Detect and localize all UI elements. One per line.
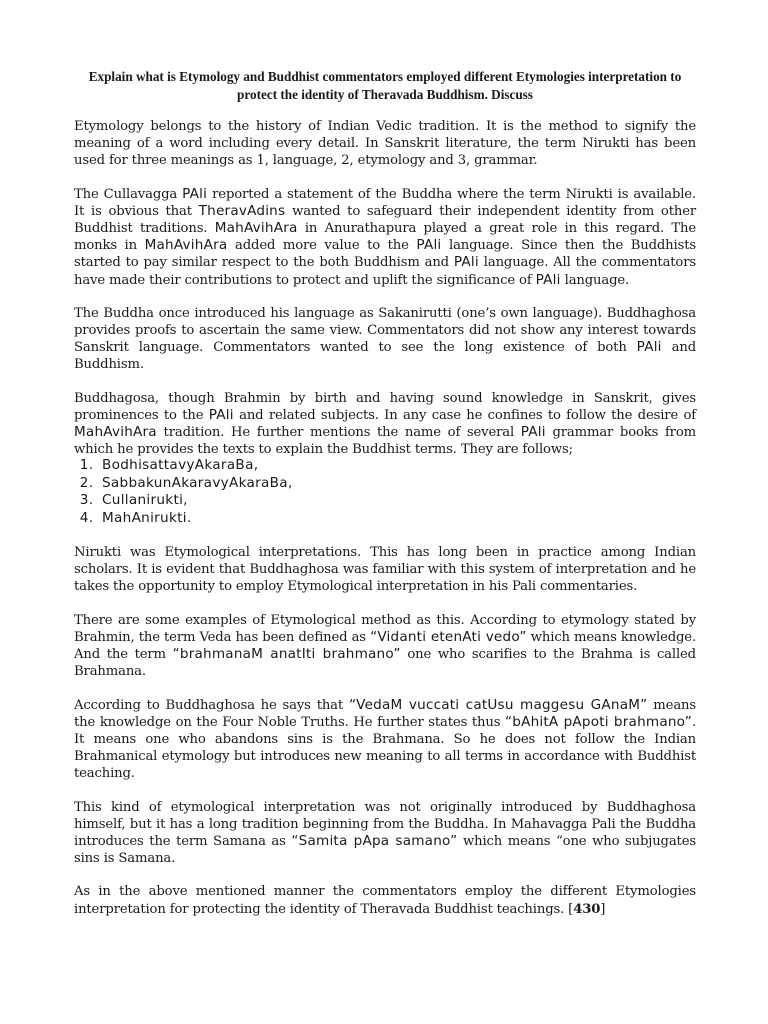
text: tradition. He further mentions the name of several: [156, 425, 521, 441]
text: According to Buddhaghosa he says that: [74, 697, 349, 713]
term-pali: PAli: [416, 237, 442, 254]
term-pali: PAli: [182, 185, 208, 202]
document-page: [74, 68, 696, 934]
term-mahavihara: MahAvihAra: [74, 424, 157, 441]
paragraph-buddhaghosa-veda: [74, 697, 696, 783]
text: added more value to the: [227, 238, 417, 254]
paragraph-etymology: Etymology belongs to the history of Indian Vedic tradition. It is the method to signify the meaning of a word including every detail. In Sanskrit literature, the term Nirukti has been used for three meanings as 1, language, 2, etymology and 3, grammar.: [74, 119, 696, 169]
text: language. All the commentators have made their contributions to protect and uplift the significance of: [74, 255, 696, 288]
quote-term: “bAhitA pApoti brahmano”: [505, 713, 692, 730]
quote-term: “Vidanti etenAti vedo”: [370, 628, 527, 645]
term-pali: PAli: [520, 424, 546, 441]
list-item: 4. MahAnirukti.: [98, 510, 696, 527]
text: in Anurathapura played a great role in this regard. The monks in: [74, 221, 696, 254]
text: and related subjects. In any case he confines to follow the desire of: [233, 407, 697, 423]
text: The Cullavagga: [74, 186, 183, 202]
list-item: 2. SabbakunAkaravyAkaraBa,: [98, 475, 696, 492]
term-mahavihara: MahAvihAra: [214, 220, 298, 237]
text: This kind of etymological interpretation was not originally introduced by Buddhaghosa himself, but it has a long tradition beginning from the Buddha. In Mahavagga Pali the Buddha introduces the term Samana as: [74, 799, 696, 849]
text: ]: [600, 901, 606, 917]
paragraph-examples: [74, 612, 696, 681]
word-count: 430: [573, 901, 601, 917]
paragraph-nirukti: Nirukti was Etymological interpretations. This has long been in practice among Indian scholars. It is evident that Buddhaghosa was familiar with this system of interpretation and he takes the opportunity to employ Etymological interpretation in his Pali commentaries.: [74, 545, 696, 595]
term-pali: PAli: [636, 339, 662, 356]
term-mahavihara: MahAvihAra: [144, 237, 228, 254]
text: reported a statement of the Buddha where the term Nirukti is available. It is obvious that: [74, 186, 696, 219]
text: . It means one who abandons sins is the Brahmana. So he does not follow the Indian Brahmanical etymology but introduces new meaning to all terms in accordance with Buddhist teaching.: [74, 714, 696, 782]
list-item: 1. BodhisattavyAkaraBa,: [98, 457, 696, 474]
text: which means “one who subjugates sins is Samana.: [74, 833, 696, 867]
term-theravadins: TheravAdins: [198, 202, 286, 219]
text: language. Since then the Buddhists started to pay similar respect to the both Buddhism and: [74, 238, 696, 271]
text: As in the above mentioned manner the commentators employ the different Etymologies interpretation for protecting the identity of Theravada Buddhist teachings. [: [74, 884, 696, 917]
list-item: 3. Cullanirukti,: [98, 492, 696, 509]
text: which means knowledge. And the term: [74, 629, 697, 663]
grammar-books-list: [74, 457, 696, 527]
paragraph-conclusion: [74, 883, 696, 917]
paragraph-sakanirutti: [74, 305, 696, 374]
text: There are some examples of Etymological method as this. According to etymology stated by Brahmin, the term Veda has been defined as: [74, 612, 696, 645]
paragraph-samana: [74, 799, 696, 868]
quote-term: “VedaM vuccati catUsu maggesu GAnaM”: [348, 696, 648, 713]
text: means the knowledge on the Four Noble Truths. He further states thus: [74, 697, 696, 730]
text: Buddhagosa, though Brahmin by birth and having sound knowledge in Sanskrit, gives prominences to the: [74, 390, 696, 423]
quote-term: “Samita pApa samano”: [291, 832, 458, 849]
text: language.: [560, 272, 630, 288]
text: and Buddhism.: [74, 340, 696, 373]
text: wanted to safeguard their independent identity from other Buddhist traditions.: [74, 203, 697, 237]
paragraph-buddhagosa: [74, 390, 696, 459]
page-title: Explain what is Etymology and Buddhist commentators employed different Etymologies interpretation to protect the identity of Theravada Buddhism. Discuss: [88, 69, 682, 102]
paragraph-cullavagga: [74, 186, 696, 289]
text: grammar books from which he provides the texts to explain the Buddhist terms. They are follows;: [74, 425, 696, 458]
text: one who scarifies to the Brahma is called Brahmana.: [74, 647, 696, 680]
term-pali: PAli: [535, 271, 561, 288]
term-pali: PAli: [208, 406, 234, 423]
quote-term: “brahmanaM anatIti brahmano”: [172, 646, 401, 663]
term-pali: PAli: [453, 254, 479, 271]
text: The Buddha once introduced his language as Sakanirutti (one’s own language). Buddhaghosa provides proofs to ascertain the same view. Commentators did not show any interest towards Sanskrit language. Commentators wanted to see the long existence of both: [74, 305, 696, 356]
